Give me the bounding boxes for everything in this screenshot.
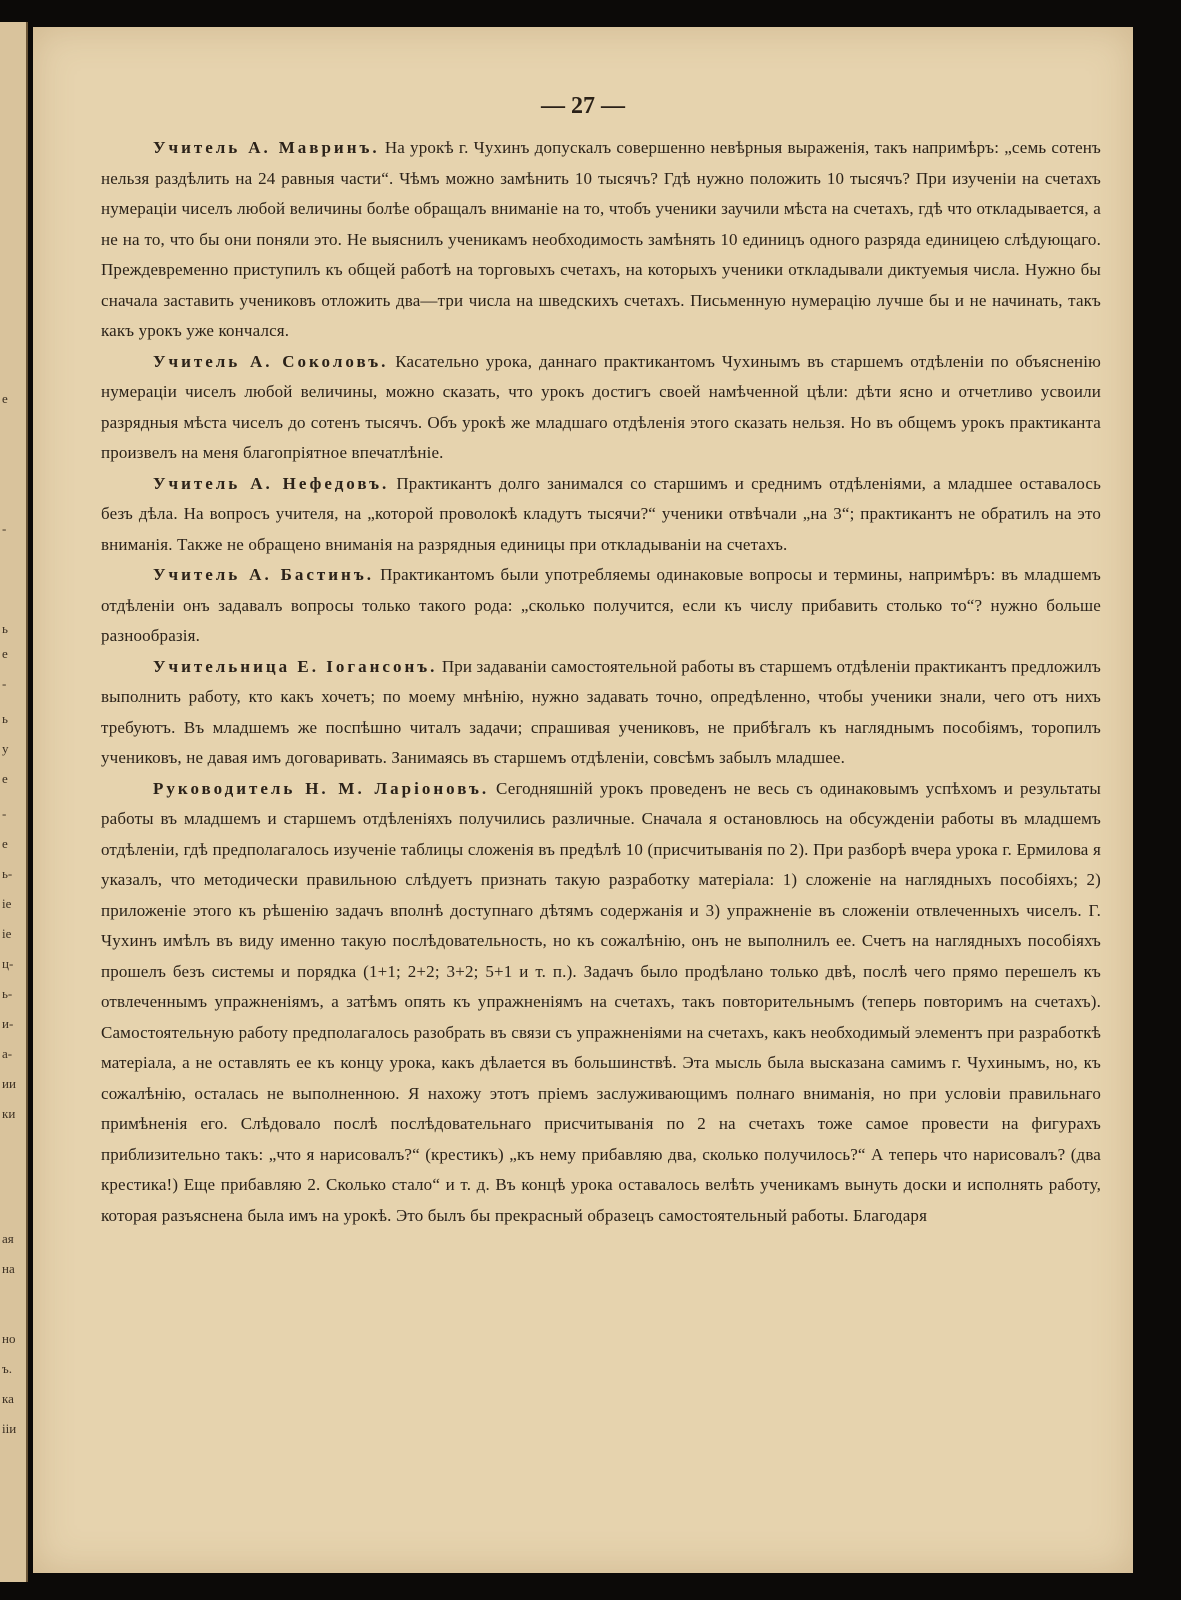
margin-fragment: ь- xyxy=(2,986,13,1001)
margin-fragment: е xyxy=(2,646,8,661)
margin-fragment: ии xyxy=(2,1076,16,1091)
paragraph-text: Практикантъ долго занимался со старшимъ и среднимъ отдѣленіями, а младшее оставалось безъ дѣла. На вопросъ учителя, на „которой проволокѣ кладутъ тысячи?“ ученики отвѣчали „на 3“; практикантъ не обратилъ на это вниманія. Также не обращено вниманія на разрядныя единицы при откладываніи на счетахъ. xyxy=(101,473,1101,554)
margin-fragment: іе xyxy=(2,896,12,911)
document-page xyxy=(33,27,1133,1573)
margin-fragment: а- xyxy=(2,1046,13,1061)
paragraph xyxy=(101,347,1101,469)
paragraph xyxy=(101,652,1101,774)
paragraph-text: На урокѣ г. Чухинъ допускалъ совершенно невѣрныя выраженія, такъ напримѣръ: „семь сотенъ нельзя раздѣлить на 24 равныя части“. Чѣмъ можно замѣнить 10 тысячъ? Гдѣ нужно положить 10 тысячъ? При изученіи на счетахъ нумераціи чиселъ любой величины болѣе обращалъ вниманіе на то, чтобъ ученики заучили мѣста на счетахъ, гдѣ что откладывается, а не на то, что бы они поняли это. Не выяснилъ ученикамъ необходимость замѣнять 10 единицъ одного разряда единицею слѣдующаго. Преждевременно приступилъ къ общей работѣ на торговыхъ счетахъ, на которыхъ ученики откладывали диктуемыя числа. Нужно бы сначала заставить учениковъ отложить два—три числа на шведскихъ счетахъ. Письменную нумерацію лучше бы и не начинать, такъ какъ урокъ уже кончался. xyxy=(101,138,1101,340)
page-number: — 27 — xyxy=(541,93,625,119)
paragraph xyxy=(101,469,1101,561)
speaker-name: Руководитель Н. М. Ларіоновъ. xyxy=(153,778,490,798)
margin-fragment: - xyxy=(2,521,7,536)
speaker-name: Учитель А. Бастинъ. xyxy=(153,565,375,584)
margin-fragment: ц- xyxy=(2,956,14,971)
margin-fragment: ь xyxy=(2,711,8,726)
margin-fragment: ка xyxy=(2,1391,14,1406)
paragraph-text: При задаваніи самостоятельной работы въ старшемъ отдѣленіи практикантъ предложилъ выполнить работу, кто какъ хочетъ; по моему мнѣнію, нужно задавать точно, опредѣленно, чтобы ученики знали, чего отъ нихъ требуютъ. Въ младшемъ же поспѣшно читалъ задачи; спрашивая учениковъ, не прибѣгалъ къ нагляднымъ пособіямъ, торопилъ учениковъ, не давая имъ договаривать. Занимаясь въ старшемъ отдѣленіи, совсѣмъ забылъ младшее. xyxy=(101,656,1101,767)
margin-fragment: ііи xyxy=(2,1421,17,1436)
adjacent-page-edge xyxy=(0,22,28,1582)
margin-fragment: іе xyxy=(2,926,12,941)
margin-fragment: е xyxy=(2,771,8,786)
margin-fragment: ки xyxy=(2,1106,16,1121)
speaker-name: Учительница Е. Іогансонъ. xyxy=(153,656,438,676)
paragraph xyxy=(101,774,1101,1232)
margin-fragment: у xyxy=(2,741,9,756)
margin-fragment: - xyxy=(2,806,7,821)
margin-fragment: ъ. xyxy=(2,1361,12,1376)
margin-fragment: ь- xyxy=(2,866,13,881)
speaker-name: Учитель А. Нефедовъ. xyxy=(153,473,390,493)
margin-fragment: и- xyxy=(2,1016,14,1031)
speaker-name: Учитель А. Мавринъ. xyxy=(153,138,380,157)
margin-fragment: но xyxy=(2,1331,16,1346)
margin-fragment: на xyxy=(2,1261,15,1276)
paragraph-text: Практикантомъ были употребляемы одинаковые вопросы и термины, напримѣръ: въ младшемъ отдѣленіи онъ задавалъ вопросы только такого рода: „сколько получится, если къ числу прибавить столько то“? нужно больше разнообразія. xyxy=(101,565,1102,645)
paragraph-text: Сегодняшній урокъ проведенъ не весь съ одинаковымъ успѣхомъ и результаты работы въ младшемъ и старшемъ отдѣленіяхъ получились различные. Сначала я остановлюсь на обсужденіи работы въ младшемъ отдѣленіи, гдѣ предполагалось изученіе таблицы сложенія въ предѣлѣ 10 (присчитыванія по 2). При разборѣ вчера урока г. Ермилова я указалъ, что методически правильною слѣдуетъ признать такую разработку матеріала: 1) сложеніе на наглядныхъ пособіяхъ; 2) приложеніе этого къ рѣшенію задачъ вполнѣ доступнаго дѣтямъ содержанія и 3) упражненіе въ сложеніи отвлеченныхъ чиселъ. Г. Чухинъ имѣлъ въ виду именно такую послѣдовательность, но къ сожалѣнію, онъ не выполнилъ ее. Счетъ на наглядныхъ пособіяхъ прошелъ безъ системы и порядка (1+1; 2+2; 3+2; 5+1 и т. п.). Задачъ было продѣлано только двѣ, послѣ чего прямо перешелъ къ отвлеченнымъ упражненіямъ, а затѣмъ опять къ упражненіямъ на счетахъ, такъ повторительнымъ (теперь повторимъ на счетахъ). Самостоятельную работу предполагалось разобрать въ связи съ упражненіями на счетахъ, какъ необходимый элементъ при разработкѣ матеріала, а не оставлять ее къ концу урока, какъ дѣлается въ большинствѣ. Эта мысль была высказана самимъ г. Чухинымъ, но, къ сожалѣнію, осталась не выполненною. Я нахожу этотъ пріемъ заслуживающимъ полнаго вниманія, но при условіи правильнаго примѣненія его. Слѣдовало послѣ послѣдовательнаго присчитыванія по 2 на счетахъ тоже самое провести на фигурахъ приблизительно такъ: „что я нарисовалъ?“ (крестикъ) „къ нему прибавляю два, сколько получилось?“ А теперь что нарисовалъ? (два крестика!) Еще прибавляю 2. Сколько стало“ и т. д. Въ концѣ урока оставалось велѣть ученикамъ вынуть доски и исполнять работу, которая разъяснена была имъ на урокѣ. Это былъ бы прекрасный образецъ самостоятельный работы. Благодаря xyxy=(101,778,1101,1225)
paragraph xyxy=(101,560,1101,652)
paragraph-text: Касательно урока, даннаго практикантомъ Чухинымъ въ старшемъ отдѣленіи по объясненію нумераціи чиселъ любой величины, можно сказать, что урокъ достигъ своей намѣченной цѣли: дѣти ясно и отчетливо усвоили разрядныя мѣста чиселъ до сотенъ тысячъ. Объ урокѣ же младшаго отдѣленія этого сказать нельзя. Но въ общемъ урокъ практиканта произвелъ на меня благопріятное впечатлѣніе. xyxy=(101,351,1101,462)
margin-fragment: - xyxy=(2,676,7,691)
paragraph xyxy=(101,133,1101,347)
margin-fragment: ая xyxy=(2,1231,14,1246)
margin-fragment: е xyxy=(2,391,8,406)
body-text xyxy=(101,133,1101,1231)
margin-fragment: ь xyxy=(2,621,8,636)
margin-fragment: е xyxy=(2,836,8,851)
speaker-name: Учитель А. Соколовъ. xyxy=(153,351,389,371)
